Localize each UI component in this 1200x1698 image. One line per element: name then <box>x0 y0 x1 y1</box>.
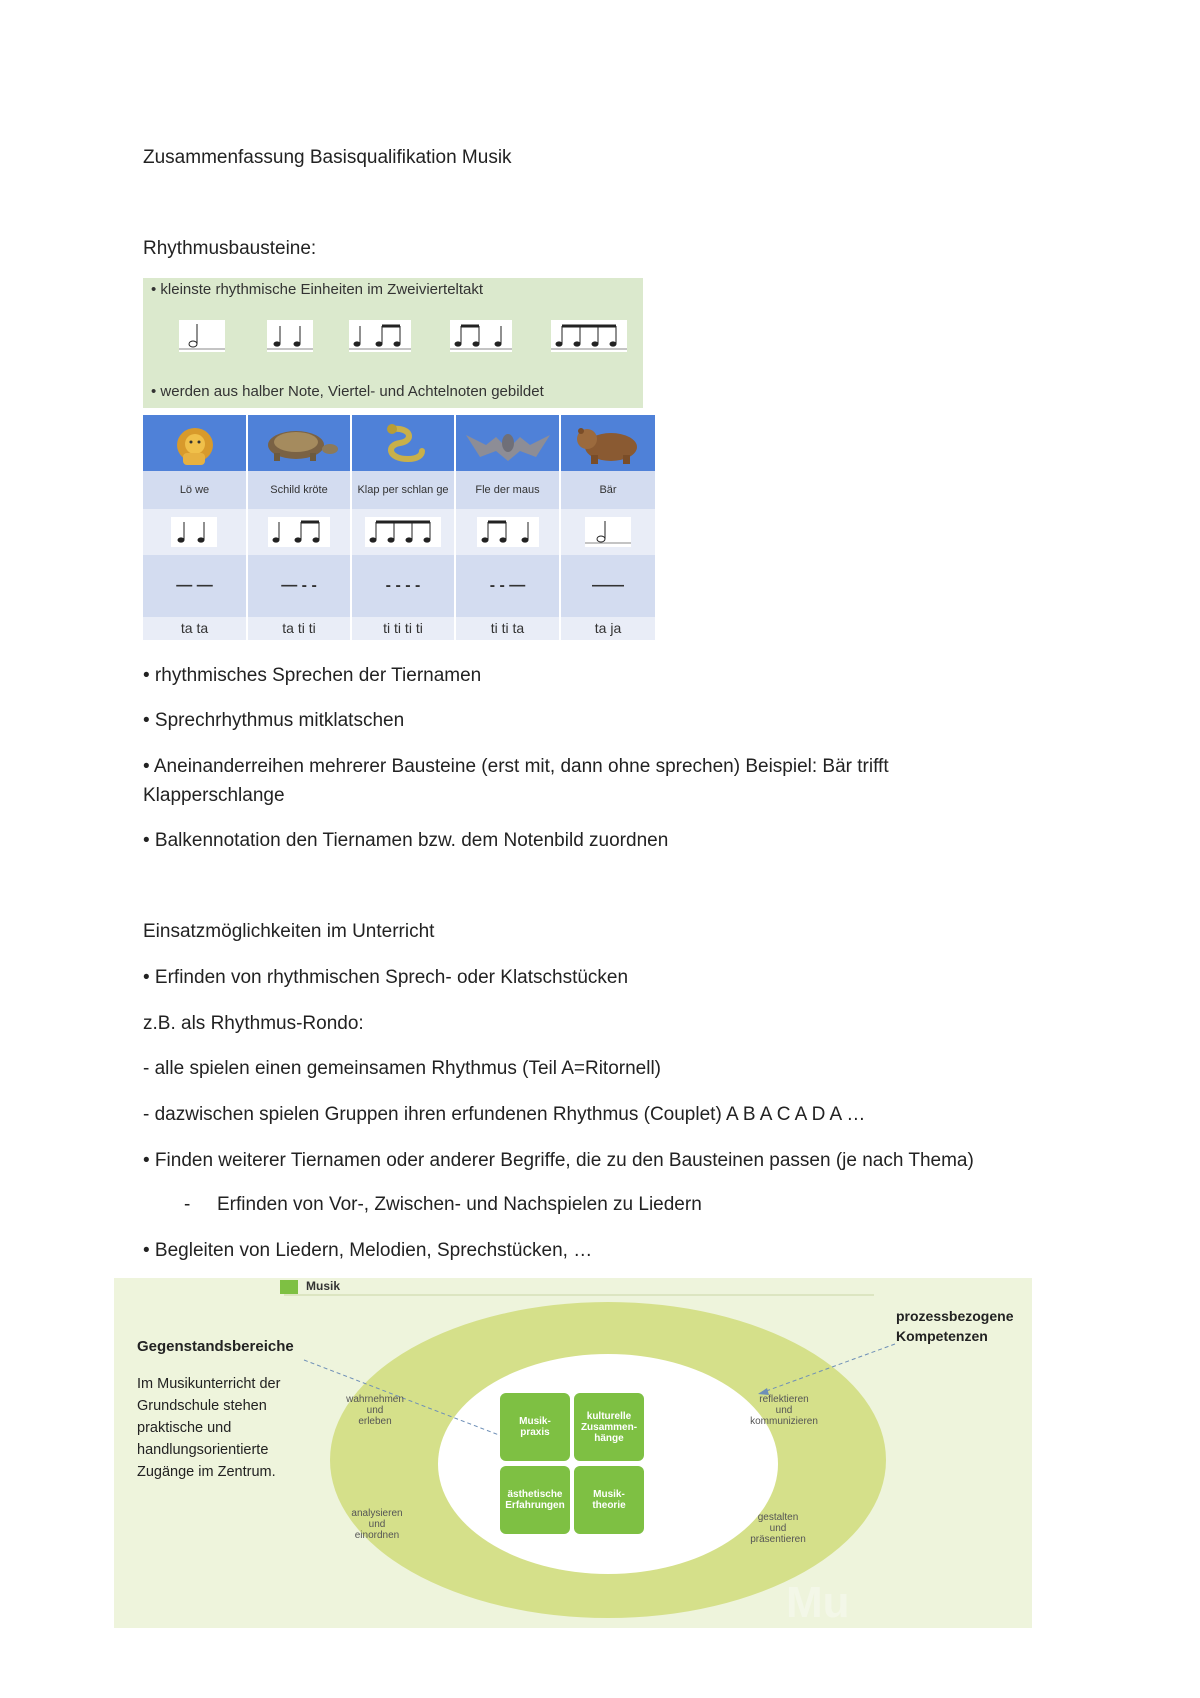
prozess-heading: prozessbezogene Kompetenzen <box>896 1308 1014 1344</box>
page-title: Zusammenfassung Basisqualifikation Musik <box>143 147 512 168</box>
rondo-item: - dazwischen spielen Gruppen ihren erfundenen Rhythmus (Couplet) A B A C A D A … <box>143 1104 866 1125</box>
ring-label-gestalten: gestalten und präsentieren <box>750 1512 806 1545</box>
rhythm-syllables: ti ti ti ti <box>352 617 454 640</box>
bullet-item: • Erfinden von rhythmischen Sprech- oder Klatschstücken <box>143 967 629 988</box>
bear-icon <box>561 415 655 471</box>
animal-name: Bär <box>561 471 655 509</box>
animal-name: Schild kröte <box>248 471 350 509</box>
tile-musikpraxis: Musik- praxis <box>500 1393 570 1461</box>
bullet-item: • Finden weiterer Tiernamen oder anderer Begriffe, die zu den Bausteinen passen (je nach Thema) <box>143 1150 974 1171</box>
bullet-item-continuation: Klapperschlange <box>143 785 285 806</box>
rhythm-syllables: ta ta <box>143 617 246 640</box>
animal-column-bat <box>456 415 559 640</box>
rhythm-syllables: ta ti ti <box>248 617 350 640</box>
rhythm-box-line2: • werden aus halber Note, Viertel- und Achtelnoten gebildet <box>151 383 544 400</box>
two-eighths-quarter-icon <box>450 320 512 352</box>
snake-icon <box>352 415 454 471</box>
bullet-item: • rhythmisches Sprechen der Tiernamen <box>143 665 482 686</box>
bullet-item: • Aneinanderreihen mehrerer Bausteine (erst mit, dann ohne sprechen) Beispiel: Bär trifft <box>143 756 889 777</box>
rondo-label: z.B. als Rhythmus-Rondo: <box>143 1013 364 1034</box>
animal-name: Fle der maus <box>456 471 559 509</box>
animal-rhythm-table <box>143 415 655 640</box>
animal-column-snake <box>352 415 454 640</box>
four-eighths-icon <box>551 320 627 352</box>
bullet-item: • Sprechrhythmus mitklatschen <box>143 710 405 731</box>
gegenstand-text: Im Musikunterricht der Grundschule stehen praktische und handlungsorientierte Zugänge im Zentrum. <box>137 1376 281 1480</box>
rhythm-notation <box>143 509 246 555</box>
lion-icon <box>143 415 246 471</box>
ring-label-analysieren: analysieren und einordnen <box>351 1508 403 1541</box>
dash-notation: - - - - <box>352 555 454 617</box>
einsatz-heading: Einsatzmöglichkeiten im Unterricht <box>143 921 435 942</box>
bullet-item: • Balkennotation den Tiernamen bzw. dem Notenbild zuordnen <box>143 830 669 851</box>
rhythm-notation <box>352 509 454 555</box>
musik-legend-swatch <box>280 1280 298 1294</box>
half-note-icon <box>179 320 225 352</box>
animal-name: Lö we <box>143 471 246 509</box>
tile-kulturelle-zusammenhaenge: kulturelle Zusammen- hänge <box>574 1393 644 1461</box>
dash-notation: — — <box>143 555 246 617</box>
tile-musiktheorie: Musik- theorie <box>574 1466 644 1534</box>
animal-column-bear <box>561 415 655 640</box>
dash-marker: - <box>184 1194 191 1215</box>
gegenstand-heading: Gegenstandsbereiche <box>137 1338 294 1355</box>
dash-notation: —— <box>561 555 655 617</box>
two-quarters-icon <box>267 320 313 352</box>
rhythm-heading: Rhythmusbausteine: <box>143 238 317 259</box>
sub-item: Erfinden von Vor-, Zwischen- und Nachspielen zu Liedern <box>217 1194 702 1215</box>
ring-label-reflektieren: reflektieren und kommunizieren <box>750 1394 818 1427</box>
music-competence-graphic <box>114 1278 1032 1628</box>
rhythm-notation <box>248 509 350 555</box>
quarter-two-eighths-icon <box>349 320 411 352</box>
graphic-header: Musik <box>306 1279 341 1293</box>
turtle-icon <box>248 415 350 471</box>
dash-notation: — - - <box>248 555 350 617</box>
rhythm-syllables: ti ti ta <box>456 617 559 640</box>
rondo-item: - alle spielen einen gemeinsamen Rhythmus (Teil A=Ritornell) <box>143 1058 662 1079</box>
rhythm-notation <box>561 509 655 555</box>
tile-aesthetische-erfahrungen: ästhetische Erfahrungen <box>500 1466 570 1534</box>
ring-label-wahrnehmen: wahrnehmen und erleben <box>346 1394 404 1427</box>
rhythm-syllables: ta ja <box>561 617 655 640</box>
rhythm-notation <box>456 509 559 555</box>
animal-column-turtle <box>248 415 350 640</box>
bullet-item: • Begleiten von Liedern, Melodien, Sprechstücken, … <box>143 1240 593 1261</box>
rhythm-building-blocks-box <box>143 278 643 408</box>
rhythm-box-line1: • kleinste rhythmische Einheiten im Zweivierteltakt <box>151 281 484 298</box>
watermark: Mu <box>786 1578 850 1627</box>
dash-notation: - - — <box>456 555 559 617</box>
bat-icon <box>456 415 559 471</box>
animal-column-lion <box>143 415 246 640</box>
animal-name: Klap per schlan ge <box>352 471 454 509</box>
